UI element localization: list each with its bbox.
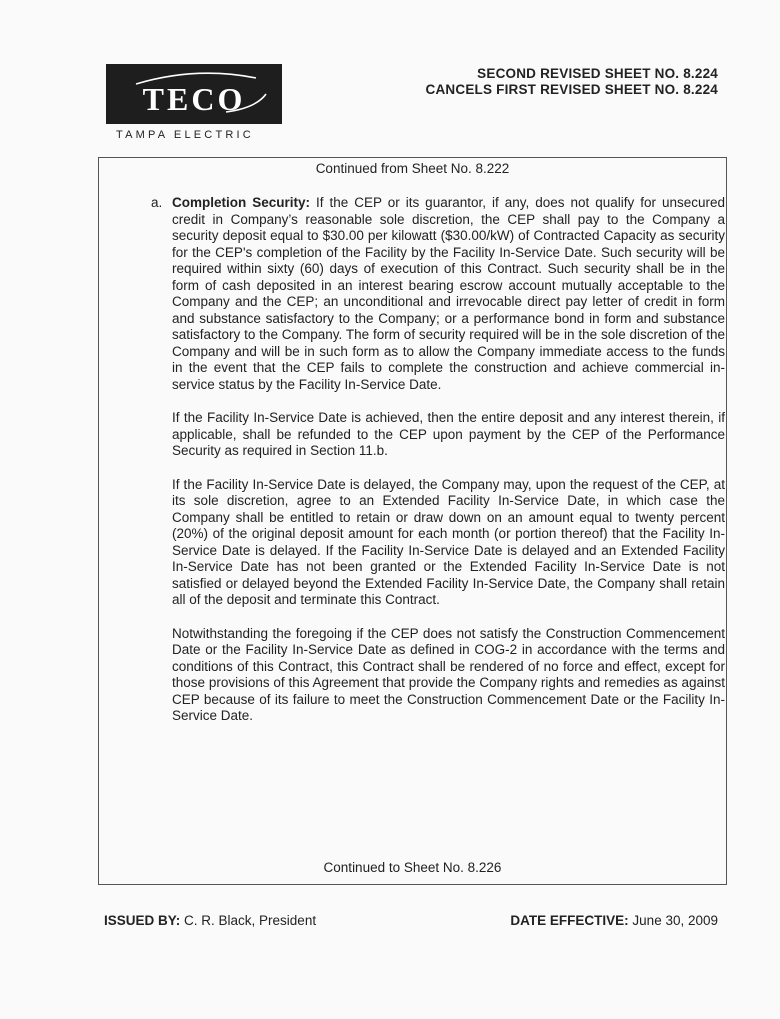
paragraph-2: If the Facility In-Service Date is achieved, then the entire deposit and any interest therein, if applicable, shall be refunded to the CEP upon payment by the CEP of the Performance Security as required in Section 11.b. (172, 410, 725, 458)
date-effective-label: DATE EFFECTIVE: (510, 913, 629, 928)
teco-logo (106, 64, 282, 124)
sheet-number-block (426, 66, 718, 98)
content-frame (98, 157, 727, 885)
cancels-sheet-number: CANCELS FIRST REVISED SHEET NO. 8.224 (425, 82, 718, 97)
sheet-number: SECOND REVISED SHEET NO. 8.224 (477, 66, 718, 81)
issued-by (104, 913, 316, 928)
paragraph-1 (172, 195, 725, 393)
continued-to: Continued to Sheet No. 8.226 (323, 860, 502, 875)
issued-by-label: ISSUED BY: (104, 913, 181, 928)
continued-from: Continued from Sheet No. 8.222 (315, 161, 510, 176)
item-marker: a. (151, 195, 163, 210)
logo-subtitle: TAMPA ELECTRIC (116, 129, 254, 141)
paragraph-4: Notwithstanding the foregoing if the CEP does not satisfy the Construction Commencement Date or the Facility In-Service Date as defined in COG-2 in accordance with the terms and conditions of this Contract, this Contract shall be rendered of no force and effect, except for those provisions of this Agreement that provide the Company rights and remedies as against CEP because of its failure to meet the Construction Commencement Date or the Facility In-Service Date. (172, 625, 725, 723)
date-effective-value: June 30, 2009 (632, 913, 718, 928)
item-body (172, 195, 725, 742)
date-effective (510, 913, 718, 928)
paragraph-3: If the Facility In-Service Date is delayed, the Company may, upon the request of the CEP, at its sole discretion, agree to an Extended Facility In-Service Date, in which case the Company shall be entitled to retain or draw down on an amount equal to twenty percent (20%) of the original deposit amount for each month (or portion thereof) that the Facility In-Service Date is delayed. If the Facility In-Service Date is delayed and an Extended Facility In-Service Date has not been granted or the Extended Facility In-Service Date is not satisfied or delayed beyond the Extended Facility In-Service Date, the Company shall retain all of the deposit and terminate this Contract. (172, 476, 725, 607)
svg-text:TECO: TECO (142, 81, 246, 117)
issued-by-value: C. R. Black, President (184, 913, 317, 928)
paragraph-1-text: If the CEP or its guarantor, if any, does not qualify for unsecured credit in Company’s reasonable sole discretion, the CEP shall pay to the Company a security deposit equal to $30.00 per kilowatt ($30.00/kW) of Contracted Capacity as security for the CEP's completion of the Facility by the Facility In-Service Date. Such security will be required within sixty (60) days of execution of this Contract. Such security shall be in the form of cash deposited in an interest bearing escrow account mutually acceptable to the Company and the CEP; an unconditional and irrevocable direct pay letter of credit in form and substance satisfactory to the Company; or a performance bond in form and substance satisfactory to the Company. The form of security required will be in the sole discretion of the Company and will be in such form as to allow the Company immediate access to the funds in the event that the CEP fails to complete the construction and achieve commercial in-service status by the Facility In-Service Date. (172, 195, 725, 392)
item-heading: Completion Security: (172, 195, 310, 210)
